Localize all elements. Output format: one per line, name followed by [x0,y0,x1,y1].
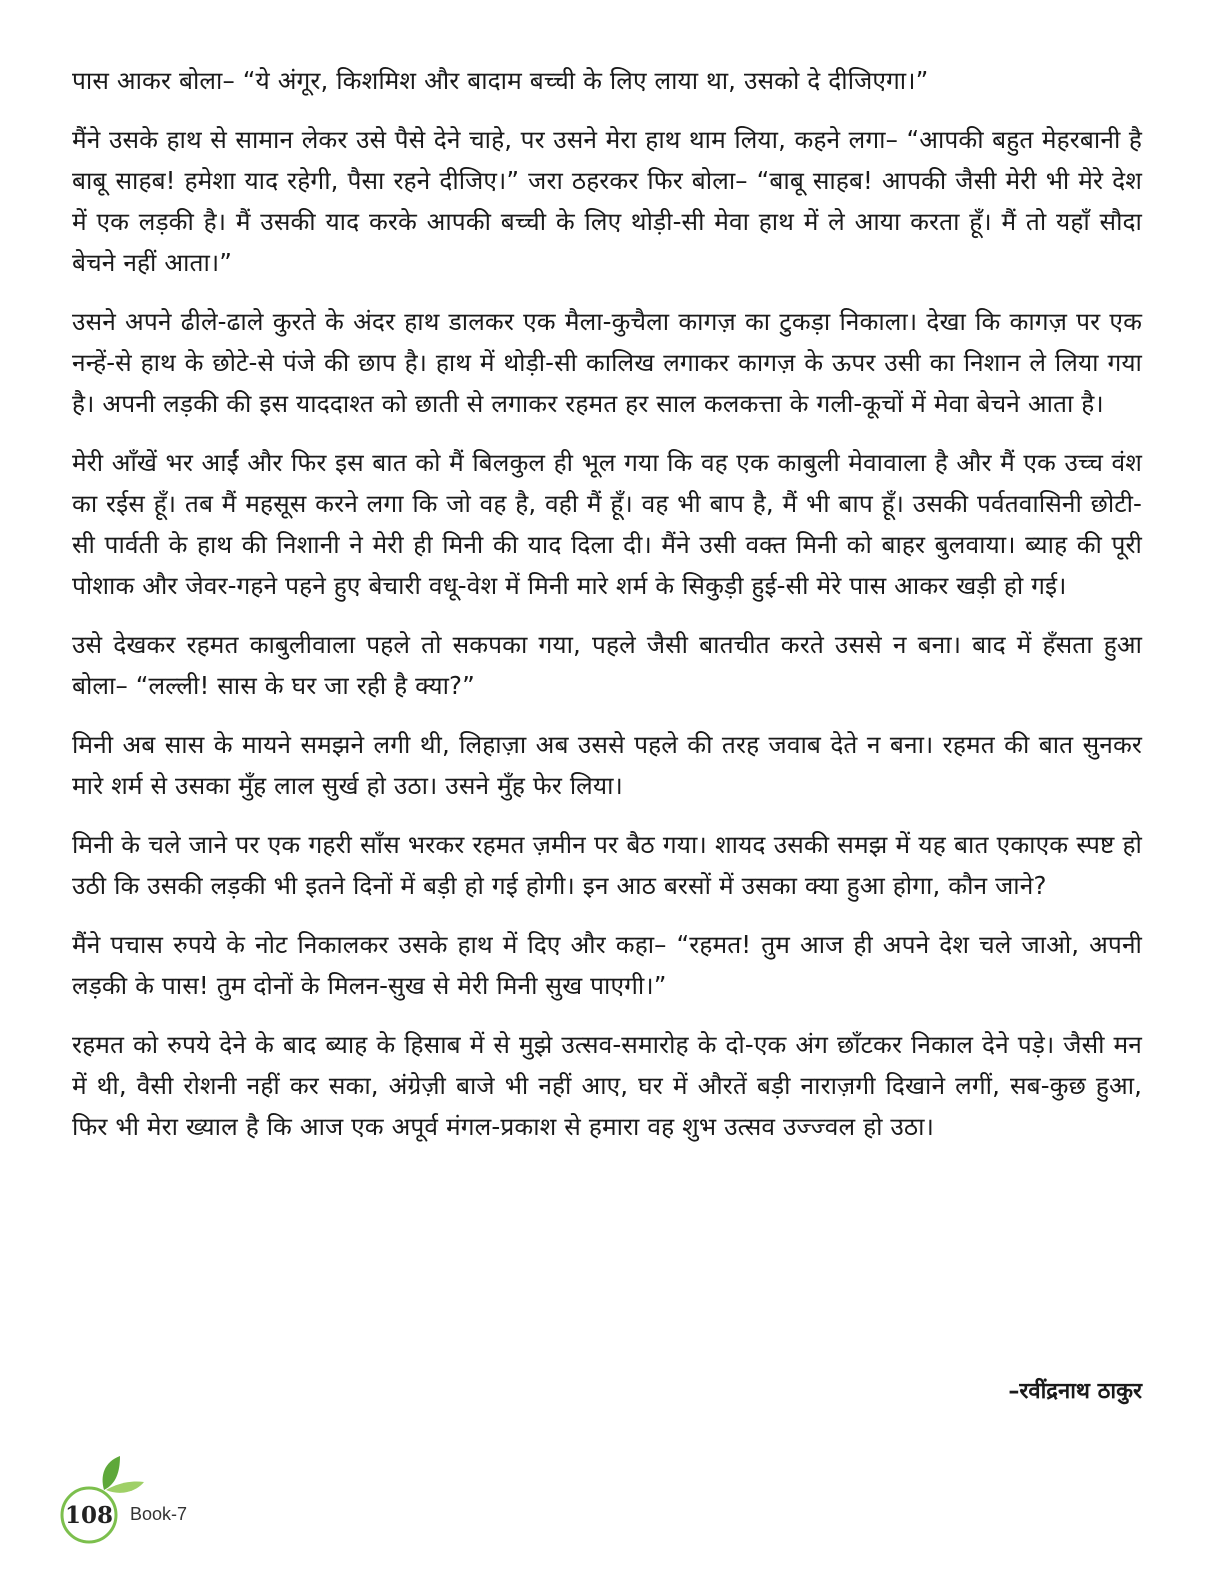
page-number: 108 [64,1502,113,1529]
author-credit: –रवींद्रनाथ ठाकुर [1008,1379,1142,1404]
page-footer [58,1458,258,1568]
paragraph-2: मैंने उसके हाथ से सामान लेकर उसे पैसे देने चाहे, पर उसने मेरा हाथ थाम लिया, कहने लगा– “आपकी बहुत मेहरबानी है बाबू साहब! हमेशा याद रहेगी, पैसा रहने दीजिए।” जरा ठहरकर फिर बोला– “बाबू साहब! आपकी जैसी मेरी भी मेरे देश में एक लड़की है। मैं उसकी याद करके आपकी बच्ची के लिए थोड़ी-सी मेवा हाथ में ले आया करता हूँ। मैं तो यहाँ सौदा बेचने नहीं आता।” [72,125,1142,277]
page-body [72,60,1142,1165]
paragraph-1: पास आकर बोला– “ये अंगूर, किशमिश और बादाम बच्ची के लिए लाया था, उसको दे दीजिएगा।” [72,66,929,95]
paragraph-8: मैंने पचास रुपये के नोट निकालकर उसके हाथ में दिए और कहा– “रहमत! तुम आज ही अपने देश चले जाओ, अपनी लड़की के पास! तुम दोनों के मिलन-सुख से मेरी मिनी सुख पाएगी।” [72,930,1142,1000]
paragraph-7: मिनी के चले जाने पर एक गहरी साँस भरकर रहमत ज़मीन पर बैठ गया। शायद उसकी समझ में यह बात एकाएक स्पष्ट हो उठी कि उसकी लड़की भी इतने दिनों में बड़ी हो गई होगी। इन आठ बरसों में उसका क्या हुआ होगा, कौन जाने? [72,830,1142,900]
book-label: Book-7 [130,1504,188,1524]
sprout-leaves-icon [90,1454,150,1494]
paragraph-3: उसने अपने ढीले-ढाले कुरते के अंदर हाथ डालकर एक मैला-कुचैला कागज़ का टुकड़ा निकाला। देखा कि कागज़ पर एक नन्हें-से हाथ के छोटे-से पंजे की छाप है। हाथ में थोड़ी-सी कालिख लगाकर कागज़ के ऊपर उसी का निशान ले लिया गया है। अपनी लड़की की इस याददाश्त को छाती से लगाकर रहमत हर साल कलकत्ता के गली-कूचों में मेवा बेचने आता है। [72,307,1142,418]
paragraph-5: उसे देखकर रहमत काबुलीवाला पहले तो सकपका गया, पहले जैसी बातचीत करते उससे न बना। बाद में हँसता हुआ बोला– “लल्ली! सास के घर जा रही है क्या?” [72,630,1142,700]
paragraph-9: रहमत को रुपये देने के बाद ब्याह के हिसाब में से मुझे उत्सव-समारोह के दो-एक अंग छाँटकर निकाल देने पड़े। जैसी मन में थी, वैसी रोशनी नहीं कर सका, अंग्रेज़ी बाजे भी नहीं आए, घर में औरतें बड़ी नाराज़गी दिखाने लगीं, सब-कुछ हुआ, फिर भी मेरा ख्याल है कि आज एक अपूर्व मंगल-प्रकाश से हमारा वह शुभ उत्सव उज्ज्वल हो उठा। [72,1030,1142,1141]
paragraph-6: मिनी अब सास के मायने समझने लगी थी, लिहाज़ा अब उससे पहले की तरह जवाब देते न बना। रहमत की बात सुनकर मारे शर्म से उसका मुँह लाल सुर्ख हो उठा। उसने मुँह फेर लिया। [72,730,1142,800]
paragraph-4: मेरी आँखें भर आईं और फिर इस बात को मैं बिलकुल ही भूल गया कि वह एक काबुली मेवावाला है और मैं एक उच्च वंश का रईस हूँ। तब मैं महसूस करने लगा कि जो वह है, वही मैं हूँ। वह भी बाप है, मैं भी बाप हूँ। उसकी पर्वतवासिनी छोटी-सी पार्वती के हाथ की निशानी ने मेरी ही मिनी की याद दिला दी। मैंने उसी वक्त मिनी को बाहर बुलवाया। ब्याह की पूरी पोशाक और जेवर-गहने पहने हुए बेचारी वधू-वेश में मिनी मारे शर्म के सिकुड़ी हुई-सी मेरे पास आकर खड़ी हो गई। [72,448,1142,600]
